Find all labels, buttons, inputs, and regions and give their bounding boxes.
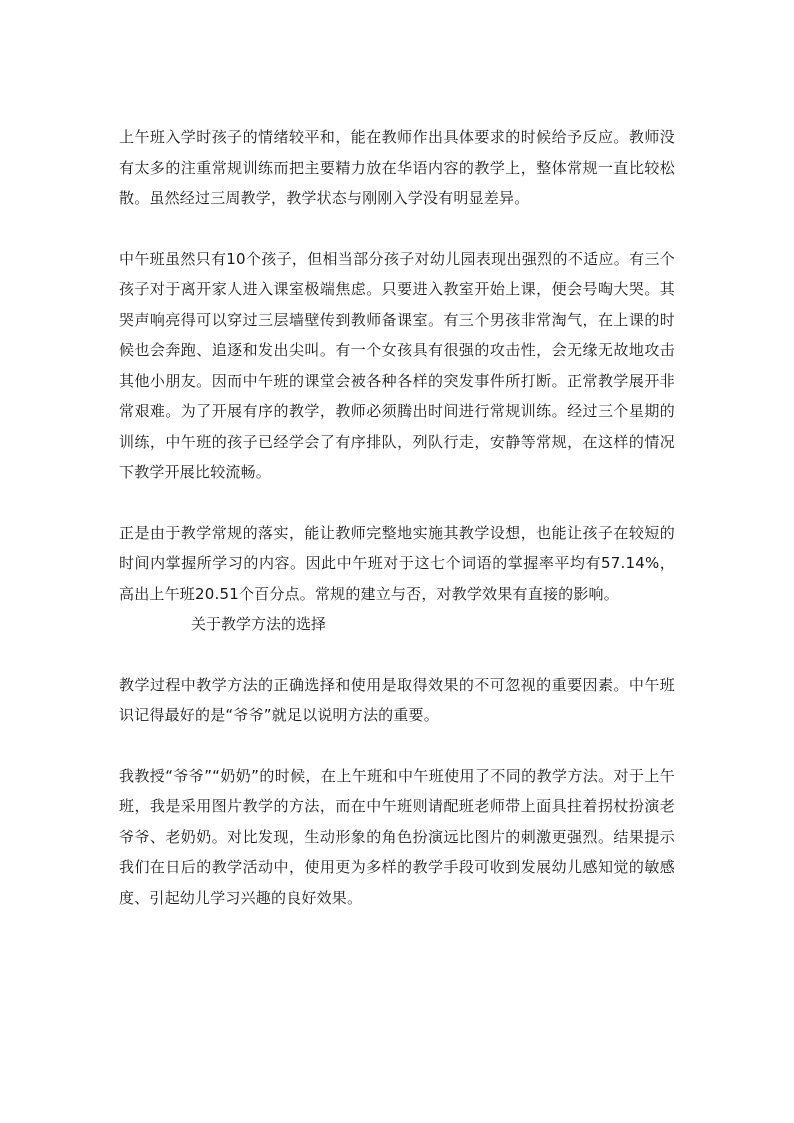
paragraph-spacer [119,731,675,761]
document-body [119,122,675,913]
paragraph-noon-class: 中午班虽然只有10个孩子，但相当部分孩子对幼儿园表现出强烈的不适应。有三个孩子对于离开家人进入课室极端焦虑。只要进入教室开始上课，便会号啕大哭。其哭声响亮得可以穿过三层墙壁传到教师备课室。有三个男孩非常淘气，在上课的时候也会奔跑、追逐和发出尖叫。有一个女孩具有很强的攻击性，会无缘无故地攻击其他小朋友。因而中午班的课堂会被各种各样的突发事件所打断。正常教学展开非常艰难。为了开展有序的教学，教师必须腾出时间进行常规训练。经过三个星期的训练，中午班的孩子已经学会了有序排队，列队行走，安静等常规，在这样的情况下教学开展比较流畅。 [119,249,675,481]
paragraph-morning-class: 上午班入学时孩子的情绪较平和，能在教师作出具体要求的时候给予反应。教师没有太多的注重常规训练而把主要精力放在华语内容的教学上，整体常规一直比较松散。虽然经过三周教学，教学状态与刚刚入学没有明显差异。 [119,128,675,207]
paragraph-method-comparison: 我教授“爷爷”“奶奶”的时候，在上午班和中午班使用了不同的教学方法。对于上午班，我是采用图片教学的方法，而在中午班则请配班老师带上面具拄着拐杖扮演老爷爷、老奶奶。对比发现，生动形象的角色扮演远比图片的刺激更强烈。结果提示我们在日后的教学活动中，使用更为多样的教学手段可收到发展幼儿感知觉的敏感度、引起幼儿学习兴趣的良好效果。 [119,766,675,907]
paragraph-method-importance: 教学过程中教学方法的正确选择和使用是取得效果的不可忽视的重要因素。中午班识记得最好的是“爷爷”就足以说明方法的重要。 [119,675,675,724]
paragraph-spacer [119,640,675,670]
paragraph-spacer [119,214,675,244]
paragraph-routine-effect: 正是由于教学常规的落实，能让教师完整地实施其教学设想，也能让孩子在较短的时间内掌握所学习的内容。因此中午班对于这七个词语的掌握率平均有57.14%，高出上午班20.51个百分点。常规的建立与否，对教学效果有直接的影响。 [119,523,675,603]
paragraph-spacer [119,488,675,518]
section-heading-teaching-methods: 关于教学方法的选择 [191,615,327,633]
